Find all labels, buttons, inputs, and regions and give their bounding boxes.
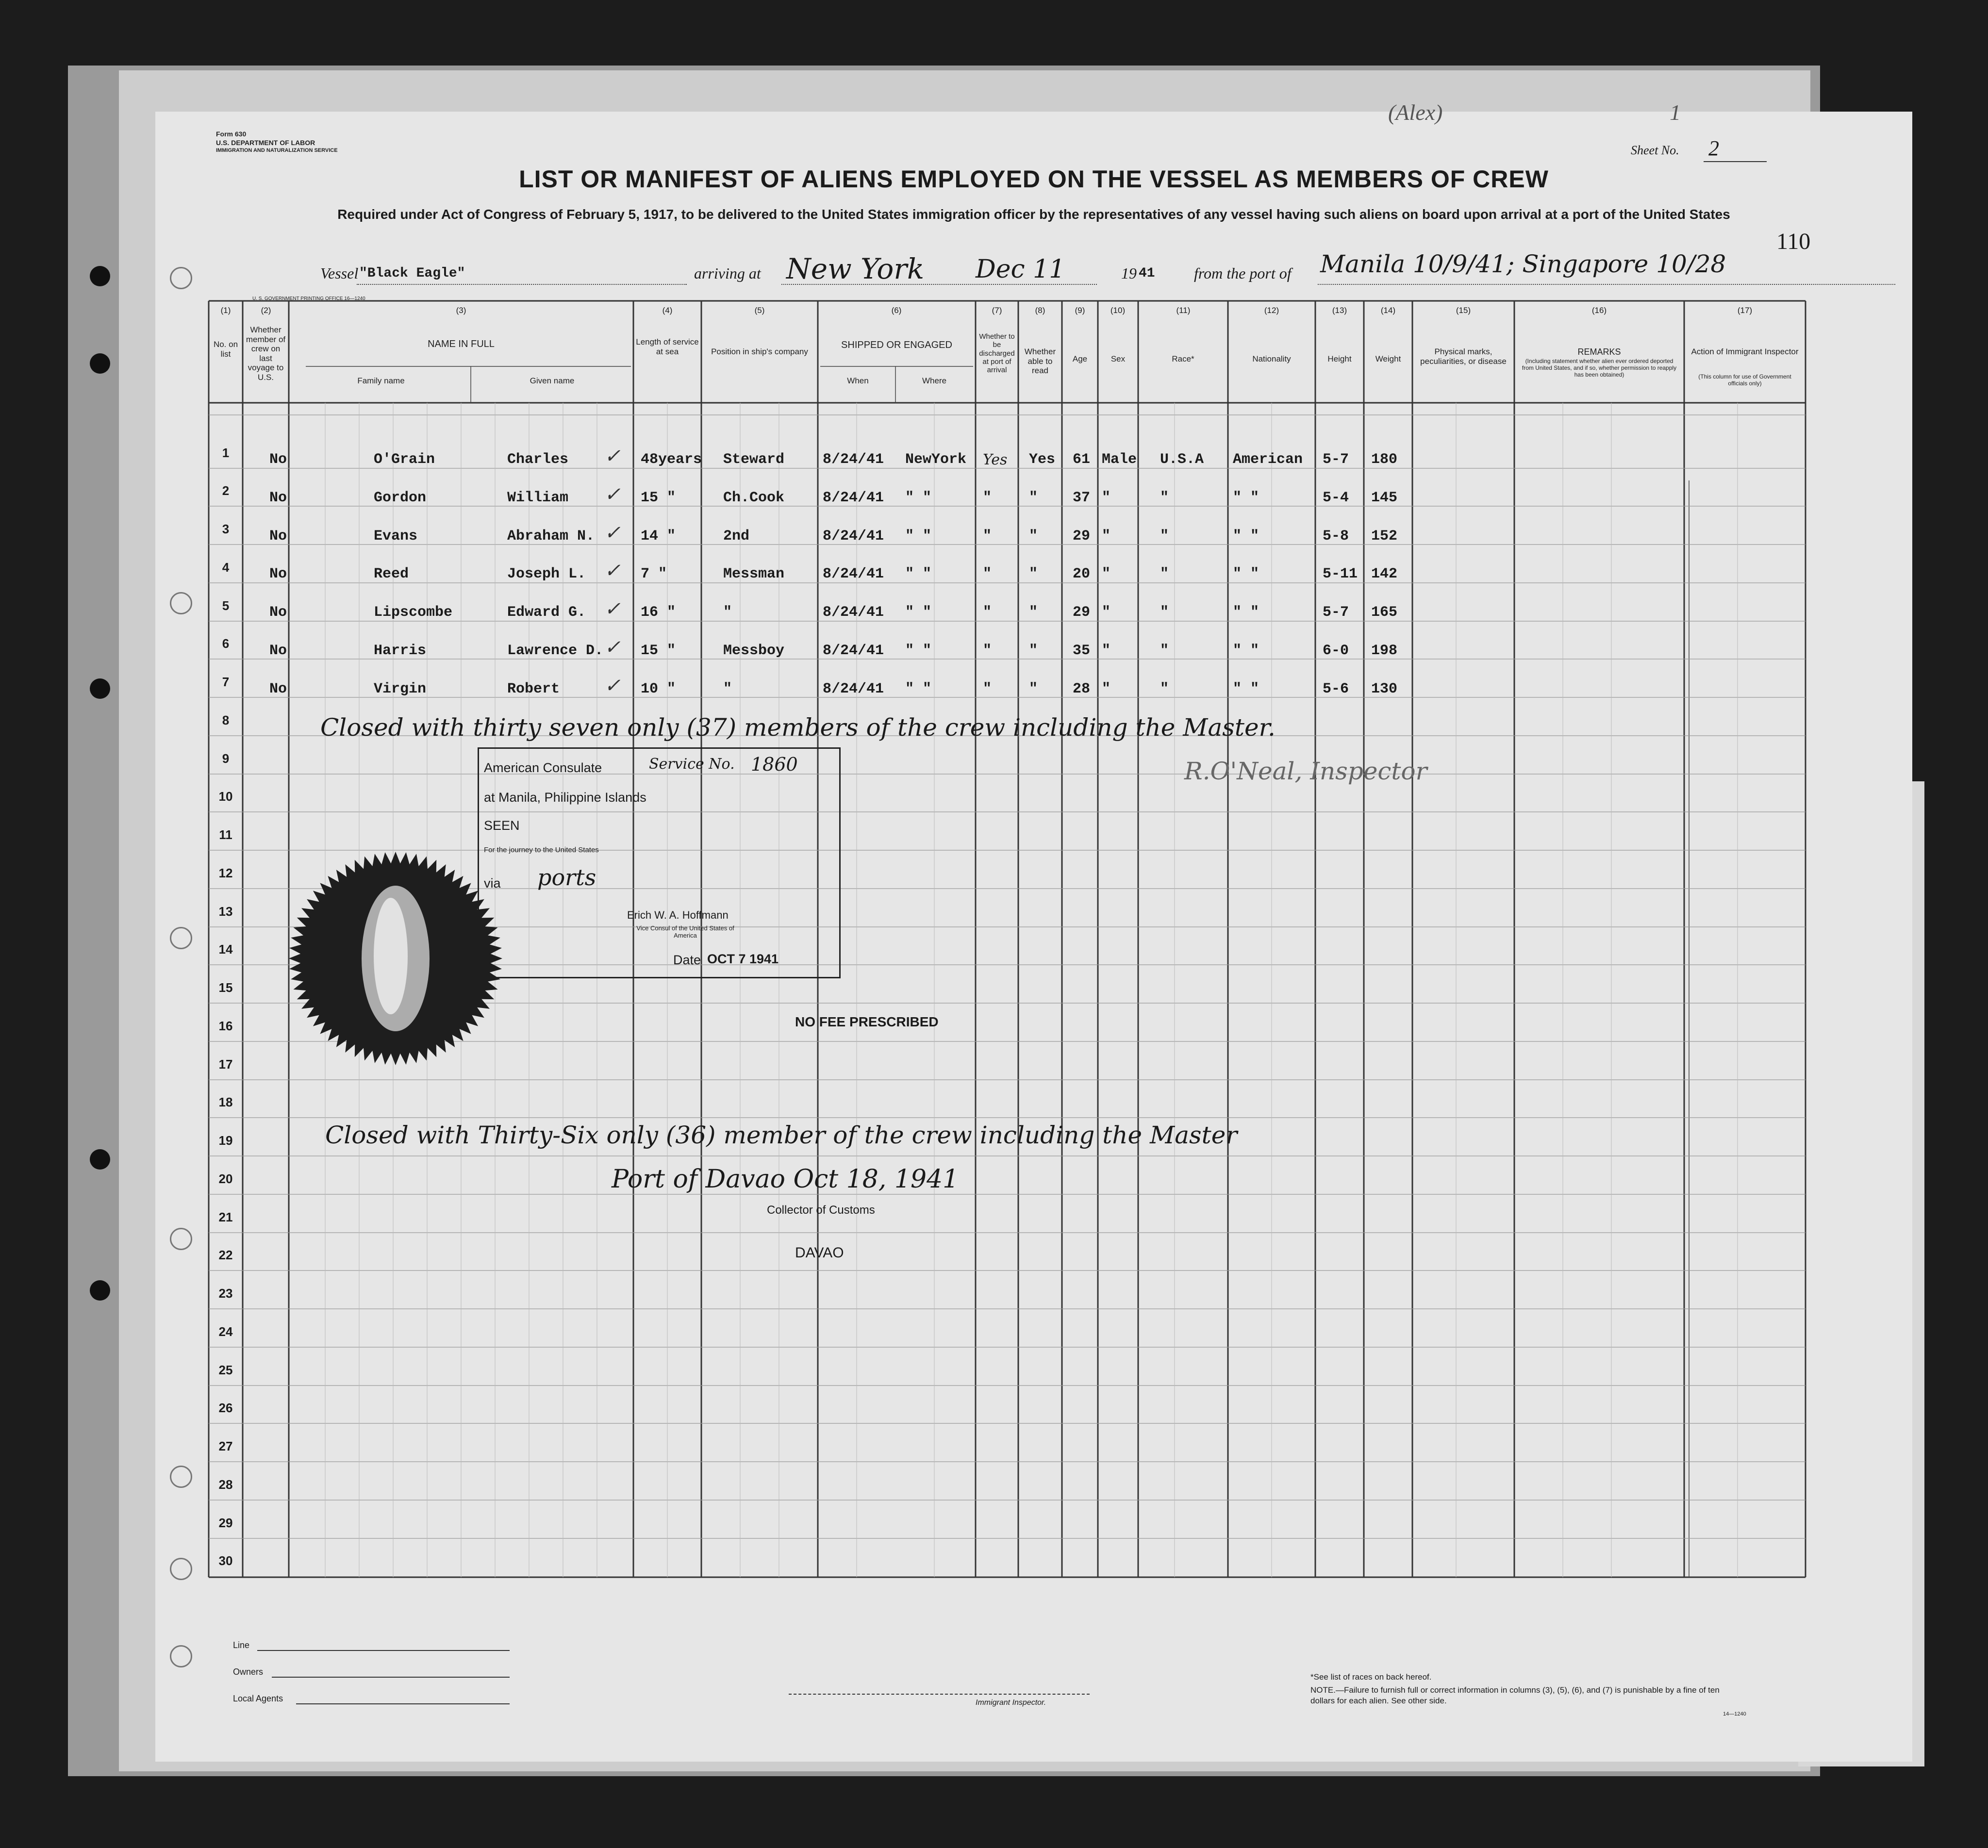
col-number: (1) [220,306,231,315]
cell-height: 5-6 [1323,681,1349,697]
cell-discharged: " [983,566,992,582]
header-when: When [847,376,869,385]
cell-height: 5-8 [1323,528,1349,544]
cell-given-name: Robert [507,681,560,697]
cell-discharged: Yes [983,451,1008,468]
header-name-in-full: NAME IN FULL [428,339,495,349]
closed-36-note: Closed with Thirty-Six only (36) member of the crew including the Master [325,1121,1238,1149]
stamp-date-label: Date [673,953,701,967]
cell-able-read: " [1029,566,1038,582]
col-number: (7) [992,306,1002,315]
cell-member: No [269,604,287,621]
cell-when: 8/24/41 [823,490,884,506]
cell-height: 5-7 [1323,451,1349,468]
cell-member: No [269,490,287,506]
vessel-label: Vessel [320,264,359,282]
arrival-date: Dec 11 [976,255,1065,284]
row-number: 27 [218,1439,233,1453]
row-number: 16 [218,1019,233,1033]
cell-nationality: " " [1233,604,1259,621]
col-number: (15) [1456,306,1471,315]
row-number: 30 [218,1553,233,1568]
cell-race: U.S.A [1160,451,1204,468]
cell-weight: 198 [1371,643,1398,659]
header-length-service: Length of service at sea [636,337,699,356]
cell-able-read: " [1029,528,1038,544]
cell-race: " [1160,528,1169,544]
cell-length-service: 14 " [641,528,676,544]
cell-height: 5-7 [1323,604,1349,621]
footer-agents-underline [296,1703,510,1704]
stamp-seen: SEEN [484,818,520,833]
header-position: Position in ship's company [711,347,808,356]
sheet-label: Sheet No. [1631,143,1679,157]
cell-weight: 180 [1371,451,1398,468]
col-number: (14) [1380,306,1396,315]
cell-nationality: " " [1233,566,1259,582]
cell-sex: " [1102,528,1111,544]
footer-line-label: Line [233,1640,250,1650]
header-action: Action of Immigrant Inspector [1691,347,1799,356]
service-name: IMMIGRATION AND NATURALIZATION SERVICE [216,148,338,153]
row-number: 21 [218,1210,233,1224]
cell-length-service: 16 " [641,604,676,621]
cell-discharged: " [983,681,992,697]
tick-mark-icon: ✓ [604,560,621,581]
cell-where: " " [905,604,932,621]
header-physical: Physical marks, peculiarities, or disease [1420,347,1507,366]
header-whether-member: Whether member of crew on last voyage to U.S. [246,325,286,382]
cell-race: " [1160,643,1169,659]
header-where: Where [922,376,947,385]
cell-when: 8/24/41 [823,643,884,659]
cell-able-read: " [1029,643,1038,659]
header-discharged: Whether to be discharged at port of arrival [979,332,1015,374]
row-number: 15 [218,980,233,995]
header-race: Race* [1172,354,1194,363]
cell-member: No [269,451,287,468]
stamp-via-value: ports [537,864,596,891]
cell-family-name: Gordon [374,490,427,506]
col-number: (6) [891,306,902,315]
cell-age: 37 [1073,490,1091,506]
cell-nationality: " " [1233,490,1259,506]
row-number: 4 [222,560,230,575]
cell-weight: 145 [1371,490,1398,506]
closed-37-note: Closed with thirty seven only (37) members of the crew including the Master. [320,713,1276,742]
footer-owners-label: Owners [233,1667,264,1677]
davao-stamp: DAVAO [795,1245,844,1261]
year-prefix: 19 [1121,264,1137,282]
row-number: 13 [218,904,233,919]
year-value: 41 [1139,266,1155,281]
cell-height: 5-4 [1323,490,1349,506]
cell-age: 35 [1073,643,1091,659]
cell-where: " " [905,681,932,697]
row-number: 6 [222,636,230,651]
stamp-location: at Manila, Philippine Islands [484,790,646,805]
page-title: LIST OR MANIFEST OF ALIENS EMPLOYED ON THE VESSEL AS MEMBERS OF CREW [519,165,1549,193]
cell-position: Ch.Cook [723,490,785,506]
stamp-service-no: 1860 [751,754,798,775]
footer-owners-underline [272,1677,510,1678]
no-fee-stamp: NO FEE PRESCRIBED [795,1014,939,1029]
header-able-read: Whether able to read [1024,347,1056,376]
cell-length-service: 10 " [641,681,676,697]
cell-position: " [723,681,732,697]
cell-height: 6-0 [1323,643,1349,659]
corner-number: 110 [1776,229,1811,254]
cell-sex: " [1102,566,1111,582]
cell-age: 29 [1073,528,1091,544]
consulate-stamp [478,747,841,978]
cell-sex: " [1102,643,1111,659]
port-davao-note: Port of Davao Oct 18, 1941 [612,1165,959,1194]
inspector-signature: R.O'Neal, Inspector [1184,757,1427,785]
cell-age: 29 [1073,604,1091,621]
footer-agents-label: Local Agents [233,1694,283,1703]
cell-position: Steward [723,451,785,468]
corner-note: (Alex) [1388,100,1443,125]
cell-nationality: " " [1233,528,1259,544]
cell-family-name: Lipscombe [374,604,453,621]
col-number: (12) [1264,306,1279,315]
cell-able-read: " [1029,604,1038,621]
header-family-name: Family name [357,376,405,385]
row-number: 29 [218,1516,233,1530]
header-nationality: Nationality [1252,354,1291,363]
col-number: (10) [1110,306,1126,315]
tick-mark-icon: ✓ [604,522,621,544]
header-shipped: SHIPPED OR ENGAGED [841,340,952,350]
tick-mark-icon: ✓ [604,445,621,467]
col-number: (17) [1737,306,1753,315]
cell-race: " [1160,490,1169,506]
col-number: (4) [662,306,673,315]
stamp-date-value: OCT 7 1941 [707,952,779,966]
stamp-via: via [484,876,501,891]
manifest-page [155,100,1912,1762]
cell-when: 8/24/41 [823,528,884,544]
row-number: 14 [218,942,233,957]
binder-hole [90,1149,110,1170]
cell-position: Messman [723,566,785,582]
cell-nationality: " " [1233,643,1259,659]
cell-when: 8/24/41 [823,681,884,697]
row-number: 25 [218,1363,233,1377]
form-number: Form 630 [216,130,247,138]
cell-discharged: " [983,490,992,506]
cell-given-name: Joseph L. [507,566,586,582]
footer-inspector-line [789,1694,1090,1695]
cell-given-name: Edward G. [507,604,586,621]
row-number: 24 [218,1324,233,1339]
from-port-label: from the port of [1194,264,1292,282]
row-number: 23 [218,1286,233,1301]
cell-sex: " [1102,604,1111,621]
footer-inspector-label: Immigrant Inspector. [976,1699,1046,1707]
col-number: (9) [1075,306,1085,315]
stamp-consulate: American Consulate [484,760,602,775]
cell-age: 20 [1073,566,1091,582]
cell-able-read: " [1029,681,1038,697]
corner-note-number: 1 [1670,100,1681,125]
cell-family-name: Virgin [374,681,427,697]
cell-position: " [723,604,732,621]
row-number: 2 [222,483,230,498]
cell-position: Messboy [723,643,785,659]
sheet-number: 2 [1708,136,1719,160]
cell-where: " " [905,643,932,659]
cell-able-read: Yes [1029,451,1056,468]
stamp-signer-title: Vice Consul of the United States of America [636,924,734,939]
row-number: 12 [218,866,233,880]
footer-line-underline [257,1650,510,1651]
cell-length-service: 48years [641,451,702,468]
header-remarks: REMARKS [1577,347,1621,357]
department: U.S. DEPARTMENT OF LABOR [216,139,315,147]
cell-given-name: William [507,490,569,506]
row-number: 22 [218,1248,233,1262]
cell-where: " " [905,528,932,544]
header-no-on-list: No. on list [213,340,238,359]
vessel-name: "Black Eagle" [359,266,465,281]
cell-age: 28 [1073,681,1091,697]
col-number: (13) [1332,306,1347,315]
row-number: 26 [218,1401,233,1415]
binder-hole [90,353,110,374]
row-number: 9 [222,751,230,766]
row-number: 11 [219,827,232,842]
header-weight: Weight [1375,354,1401,363]
cell-weight: 152 [1371,528,1398,544]
footer-note: NOTE.—Failure to furnish full or correct information in columns (3), (5), (6), and (7) is punishable by a fine of ten dollars for each alien. See other side. [1310,1685,1720,1706]
cell-when: 8/24/41 [823,604,884,621]
header-given-name: Given name [530,376,575,385]
arriving-label: arriving at [694,264,761,282]
cell-where: " " [905,490,932,506]
binder-hole [90,1280,110,1301]
cell-length-service: 15 " [641,490,676,506]
cell-nationality: American [1233,451,1303,468]
cell-able-read: " [1029,490,1038,506]
row-number: 19 [218,1133,233,1148]
stamp-service-label: Service No. [649,756,735,773]
cell-where: " " [905,566,932,582]
cell-member: No [269,681,287,697]
cell-length-service: 15 " [641,643,676,659]
col-number: (11) [1176,306,1191,315]
row-number: 8 [222,713,230,727]
col-number: (8) [1035,306,1045,315]
from-port-value: Manila 10/9/41; Singapore 10/28 [1320,250,1726,278]
cell-family-name: Reed [374,566,409,582]
header-sex: Sex [1110,354,1126,363]
row-number: 20 [218,1172,233,1186]
arriving-port: New York [786,252,925,285]
cell-sex: Male [1102,451,1137,468]
col-number: (3) [456,306,466,315]
row-number: 17 [218,1057,233,1072]
cell-height: 5-11 [1323,566,1358,582]
binder-hole [90,266,110,286]
footer-race-note: *See list of races on back hereof. [1310,1672,1432,1682]
row-number: 1 [222,446,230,460]
row-number: 3 [222,522,230,536]
cell-weight: 165 [1371,604,1398,621]
header-height: Height [1327,354,1352,363]
cell-sex: " [1102,681,1111,697]
cell-race: " [1160,604,1169,621]
cell-family-name: Evans [374,528,418,544]
cell-given-name: Charles [507,451,569,468]
printing-office: U. S. GOVERNMENT PRINTING OFFICE 16—1240 [252,296,365,301]
tick-mark-icon: ✓ [604,636,621,658]
stamp-journey: For the journey to the United States [484,846,599,854]
cell-discharged: " [983,643,992,659]
cell-sex: " [1102,490,1111,506]
cell-family-name: Harris [374,643,427,659]
cell-member: No [269,643,287,659]
cell-weight: 142 [1371,566,1398,582]
cell-member: No [269,566,287,582]
cell-given-name: Lawrence D. [507,643,604,659]
cell-when: 8/24/41 [823,451,884,468]
cell-family-name: O'Grain [374,451,435,468]
cell-discharged: " [983,604,992,621]
cell-where: NewYork [905,451,967,468]
header-remarks-note: (Including statement whether alien ever ordered deported from United States, and if so, whether permission to reapply has been obtained) [1522,358,1677,378]
tick-mark-icon: ✓ [604,675,621,696]
row-number: 28 [218,1477,233,1492]
cell-weight: 130 [1371,681,1398,697]
col-number: (2) [261,306,271,315]
row-number: 5 [222,598,230,613]
cell-race: " [1160,681,1169,697]
row-number: 10 [218,789,233,804]
footer-code: 14—1240 [1723,1711,1746,1717]
binder-hole [90,678,110,699]
customs-signature: Collector of Customs [767,1204,875,1217]
embossed-seal [286,849,505,1068]
cell-nationality: " " [1233,681,1259,697]
page-subtitle: Required under Act of Congress of February 5, 1917, to be delivered to the United States immigration officer by the representatives of any vessel having such aliens on board upon arrival at a port of the United States [337,207,1730,222]
cell-length-service: 7 " [641,566,667,582]
cell-when: 8/24/41 [823,566,884,582]
cell-discharged: " [983,528,992,544]
cell-given-name: Abraham N. [507,528,595,544]
row-number: 7 [222,675,230,689]
header-action-note: (This column for use of Government officials only) [1698,373,1791,387]
tick-mark-icon: ✓ [604,598,621,620]
stamp-signer: Erich W. A. Hoffmann [627,909,729,921]
cell-race: " [1160,566,1169,582]
cell-member: No [269,528,287,544]
col-number: (5) [754,306,765,315]
col-number: (16) [1591,306,1607,315]
cell-position: 2nd [723,528,750,544]
cell-age: 61 [1073,451,1091,468]
tick-mark-icon: ✓ [604,483,621,505]
row-number: 18 [218,1095,233,1109]
header-age: Age [1072,354,1088,363]
